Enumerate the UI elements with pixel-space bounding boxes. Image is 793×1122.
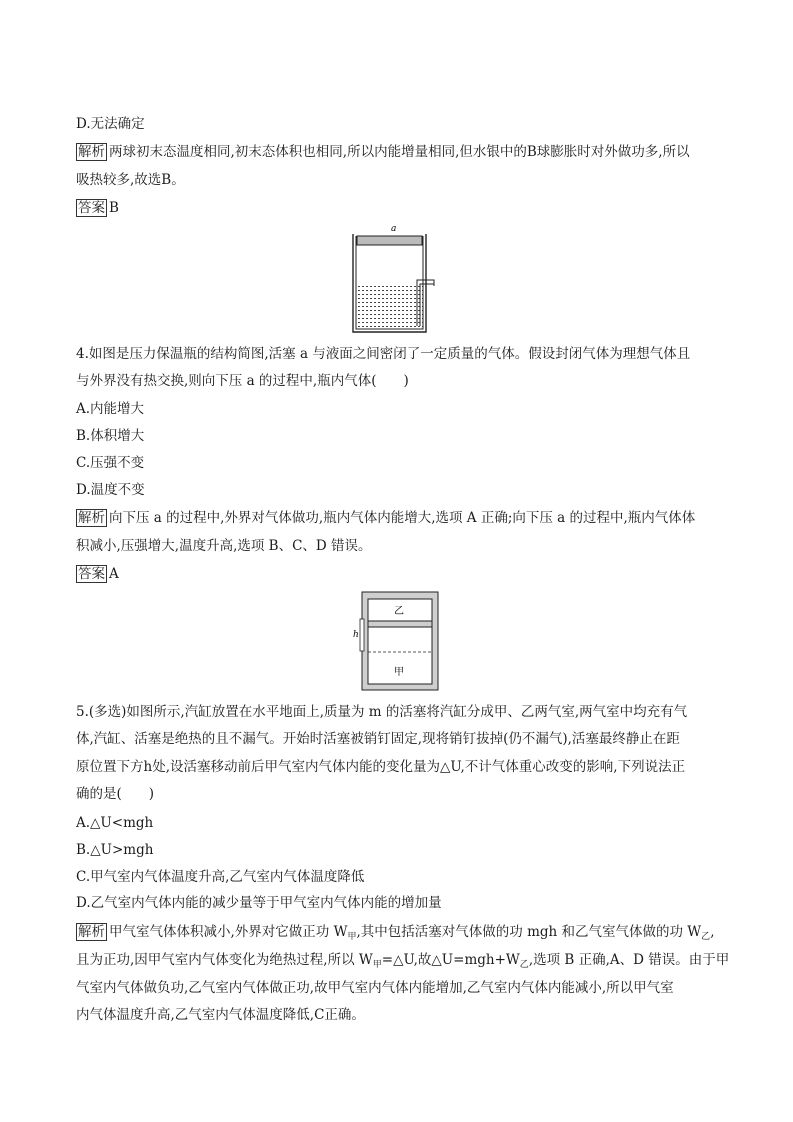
cylinder-figure — [350, 591, 442, 693]
thermos-figure — [346, 222, 446, 336]
pin — [360, 619, 364, 651]
q4-answer — [76, 564, 119, 584]
q4-analysis-line1: 解析 向下压 a 的过程中,外界对气体做功,瓶内气体内能增大,选项 A 正确;向下压 a 的过程中,瓶内气体体 — [78, 510, 696, 526]
analysis-label: 解析 — [78, 144, 105, 160]
q5-stem-line2: 体,汽缸、活塞是绝热的且不漏气。开始时活塞被销钉固定,现将销钉拔掉(仍不漏气),活塞最终静止在距 — [76, 731, 680, 747]
piston-a — [357, 236, 422, 245]
q5-stem-line3: 原位置下方h处,设活塞移动前后甲气室内气体内能的变化量为△U,不计气体重心改变的影响,下列说法正 — [76, 759, 686, 775]
q5-option-d: D.乙气室内气体内能的减少量等于甲气室内气体内能的增加量 — [76, 895, 442, 911]
q3-answer — [76, 198, 119, 218]
label-yi: 乙 — [394, 606, 404, 617]
analysis-label: 解析 — [78, 510, 105, 526]
q4-option-b: B.体积增大 — [76, 428, 145, 444]
piston — [368, 621, 432, 627]
q4-option-d: D.温度不变 — [76, 482, 145, 498]
q5-option-b: B.△U>mgh — [76, 842, 154, 858]
q3-analysis-line1: 解析 两球初末态温度相同,初末态体积也相同,所以内能增量相同,但水银中的B球膨胀时对外做功多,所以 — [78, 144, 690, 160]
label-jia: 甲 — [394, 667, 404, 678]
label-h: h — [353, 630, 359, 640]
q4-option-c: C.压强不变 — [76, 455, 145, 471]
q3-option-d: D.无法确定 — [76, 116, 145, 132]
piston-label-a: a — [391, 224, 397, 234]
q5-analysis-line3: 气室内气体做负功,乙气室内气体做正功,故甲气室内气体内能增加,乙气室内气体内能减小,所以甲气室 — [76, 980, 674, 996]
q5-option-a: A.△U<mgh — [76, 815, 154, 831]
q5-analysis-line1: 解析 甲气室气体体积减小,外界对它做正功 $W_甲$,其中包括活塞对气体做的功 mgh 和乙气室气体做的功 $W_乙$, — [78, 924, 715, 942]
q4-option-a: A.内能增大 — [76, 401, 145, 417]
answer-value: B — [109, 200, 119, 216]
liquid — [357, 283, 423, 330]
analysis-label: 解析 — [78, 924, 105, 940]
answer-value: A — [109, 566, 119, 582]
q3-analysis-line2: 吸热较多,故选B。 — [76, 172, 185, 188]
q5-analysis-line2: 且为正功,因甲气室内气体变化为绝热过程,所以 $W_甲=\triangle U$,故$\triangle U=mgh+W_乙$,选项 B 正确,A、D 错误。由于甲 — [76, 952, 730, 970]
q4-stem-line1: 4.如图是压力保温瓶的结构简图,活塞 a 与液面之间密闭了一定质量的气体。假设封闭气体为理想气体且 — [76, 346, 691, 362]
answer-label: 答案 — [78, 566, 105, 582]
answer-label: 答案 — [78, 200, 105, 216]
q5-stem-line4: 确的是( ) — [76, 786, 155, 802]
q5-option-c: C.甲气室内气体温度升高,乙气室内气体温度降低 — [76, 869, 365, 885]
q5-analysis-line4: 内气体温度升高,乙气室内气体温度降低,C正确。 — [76, 1007, 365, 1023]
q5-stem-line1: 5.(多选)如图所示,汽缸放置在水平地面上,质量为 m 的活塞将汽缸分成甲、乙两气室,两气室中均充有气 — [76, 704, 688, 720]
q4-analysis-line2: 积减小,压强增大,温度升高,选项 B、C、D 错误。 — [76, 538, 372, 554]
q4-stem-line2: 与外界没有热交换,则向下压 a 的过程中,瓶内气体( ) — [76, 373, 409, 389]
